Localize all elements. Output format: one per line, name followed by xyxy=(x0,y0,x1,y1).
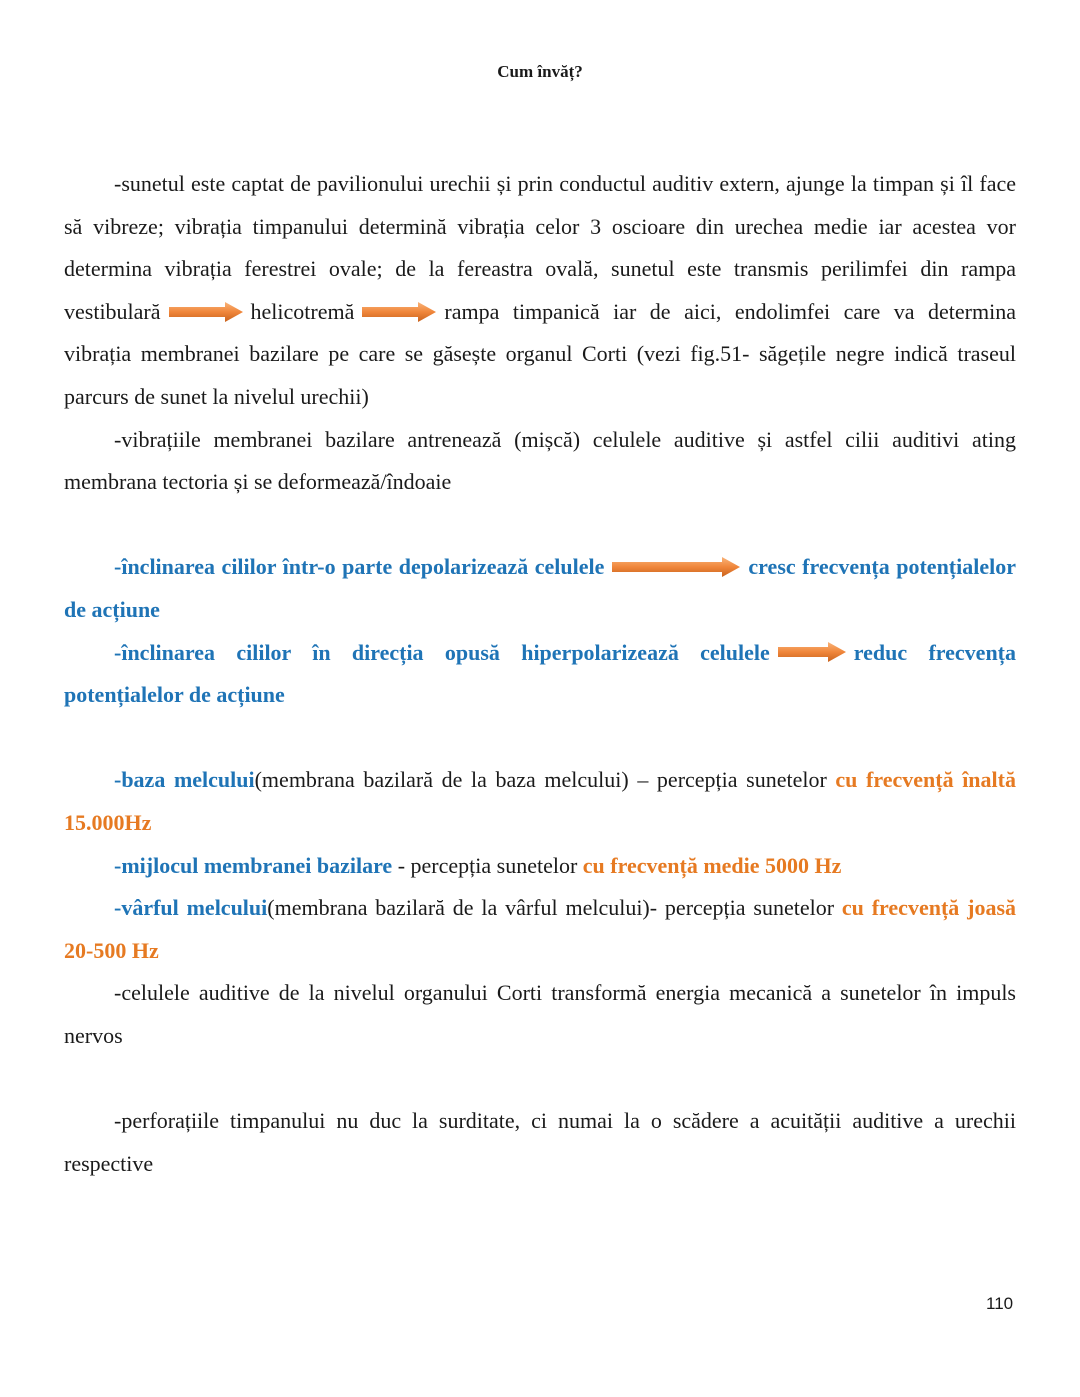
highlight-blue: -baza melcului xyxy=(114,767,255,793)
paragraph-sound-path xyxy=(64,163,1016,419)
highlight-blue: -vârful melcului xyxy=(114,895,268,921)
text: cresc frecvența potențialelor de acțiune xyxy=(64,554,1016,622)
text: (membrana bazilară de la vârful melcului)- percepția sunetelor xyxy=(267,895,842,921)
highlight-blue: -mijlocul membranei bazilare xyxy=(114,852,393,878)
text: -înclinarea cililor într-o parte depolarizează celulele xyxy=(114,554,605,580)
paragraph-hyperpolarization xyxy=(64,632,1016,717)
paragraph-vibrations: -vibrațiile membranei bazilare antrenează (mișcă) celulele auditive și astfel cilii auditivi ating membrana tectoria și se deformează/îndoaie xyxy=(64,426,1016,495)
text: -înclinarea cililor în direcția opusă hiperpolarizează celulele xyxy=(114,639,770,665)
text: (membrana bazilară de la baza melcului) – percepția sunetelor xyxy=(254,767,836,793)
right-arrow-icon xyxy=(169,302,243,322)
document-body xyxy=(64,163,1016,1185)
right-arrow-icon xyxy=(612,557,740,577)
highlight-orange: cu frecvență medie 5000 Hz xyxy=(582,852,842,878)
page-number: 110 xyxy=(986,1294,1014,1313)
text: -sunetul este captat de pavilionului urechii și prin conductul auditiv extern, ajunge la timpan și îl face să vibreze; vibrația timpanului determină vibrația celor 3 oscioare din urechea medie iar acestea vor determina vibrația ferestrei ovale; de la fereastra ovală, sunetul este transmis perilimfei din rampa vestibulară xyxy=(64,171,1016,324)
paragraph-depolarization xyxy=(64,546,1016,631)
text: - percepția sunetelor xyxy=(392,852,583,878)
paragraph-middle xyxy=(64,845,1016,888)
text: rampa timpanică iar de aici, endolimfei care va determina vibrația membranei bazilare pe care se găsește organul Corti (vezi fig.51- săgețile negre indică traseul parcurs de sunet la nivelul urechii) xyxy=(64,298,1016,409)
paragraph-apex xyxy=(64,887,1016,972)
paragraph-base xyxy=(64,759,1016,844)
page-header: Cum învăț? xyxy=(497,62,583,81)
highlight-orange: cu frecvență joasă 20-500 Hz xyxy=(64,895,1016,963)
highlight-orange: cu frecvență înaltă 15.000Hz xyxy=(64,767,1016,835)
paragraph-transduction: -celulele auditive de la nivelul organului Corti transformă energia mecanică a sunetelor în impuls nervos xyxy=(64,980,1016,1048)
text: helicotremă xyxy=(250,298,355,324)
right-arrow-icon xyxy=(778,642,846,662)
text: reduc frecvența potențialelor de acțiune xyxy=(64,639,1017,708)
right-arrow-icon xyxy=(362,302,436,322)
paragraph-perforations: -perforațiile timpanului nu duc la surditate, ci numai la o scădere a acuității auditive a urechii respective xyxy=(64,1108,1016,1176)
